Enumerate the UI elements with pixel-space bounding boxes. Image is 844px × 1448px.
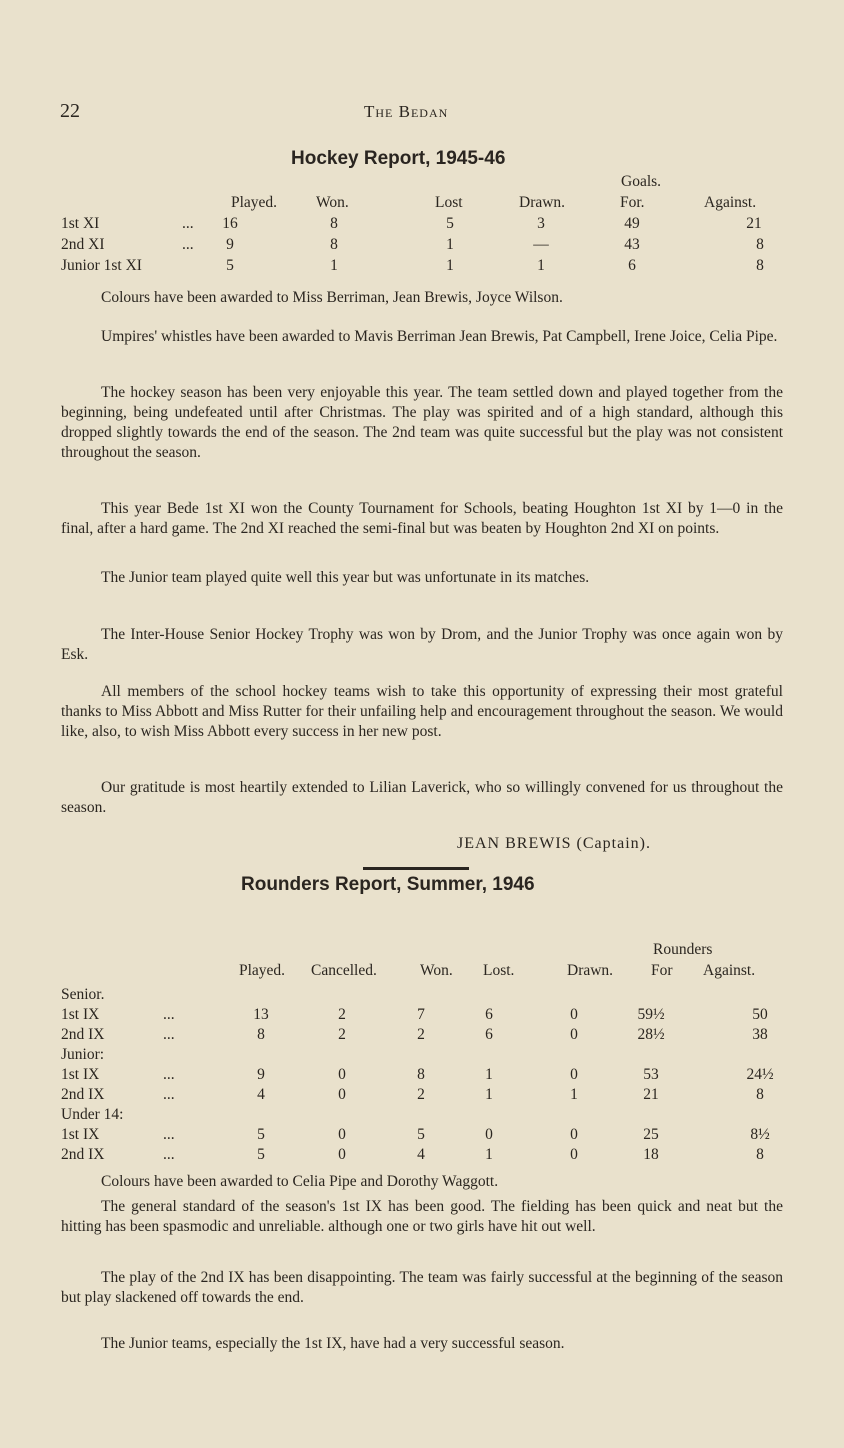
hockey-report-title: Hockey Report, 1945-46	[291, 148, 506, 169]
table-row-team: 1st IX	[61, 1006, 100, 1023]
hockey-played: 16	[222, 215, 238, 232]
rounders-against: 24½	[746, 1066, 774, 1083]
rounders-cancelled: 0	[338, 1066, 346, 1083]
hockey-goals-against: 21	[746, 215, 762, 232]
rounders-col-drawn: Drawn.	[567, 962, 614, 979]
hockey-goals-for: 49	[624, 215, 640, 232]
rounders-for: 59½	[637, 1006, 665, 1023]
hockey-won: 1	[330, 257, 338, 274]
rounders-for: 25	[643, 1126, 659, 1143]
rounders-played: 8	[257, 1026, 265, 1043]
hockey-lost: 1	[446, 236, 454, 253]
leader-dots: ...	[163, 1086, 175, 1103]
rounders-colours-paragraph: Colours have been awarded to Celia Pipe and Dorothy Waggott.	[101, 1173, 499, 1190]
table-row-team: 2nd IX	[61, 1146, 105, 1163]
hockey-lost: 1	[446, 257, 454, 274]
captain-signature: JEAN BREWIS (Captain).	[457, 835, 651, 852]
hockey-drawn: 1	[537, 257, 545, 274]
rounders-drawn: 0	[570, 1026, 578, 1043]
hockey-tournament-paragraph: This year Bede 1st XI won the County Tournament for Schools, beating Houghton 1st XI by 1—0 in the final, after a hard game. The 2nd XI reached the semi-final but was beaten by Houghton 2nd XI on points.	[61, 500, 783, 537]
running-title: The Bedan	[364, 102, 449, 121]
hockey-goals-for: 6	[628, 257, 636, 274]
rounders-group-label: Rounders	[653, 941, 713, 958]
leader-dots: ...	[182, 236, 194, 253]
rounders-col-played: Played.	[239, 962, 286, 979]
rounders-won: 8	[417, 1066, 425, 1083]
table-row-team: 1st IX	[61, 1126, 100, 1143]
group-label-senior: Senior.	[61, 986, 105, 1003]
rounders-col-against: Against.	[703, 962, 756, 979]
rounders-lost: 0	[485, 1126, 493, 1143]
rounders-lost: 1	[485, 1146, 493, 1163]
leader-dots: ...	[163, 1066, 175, 1083]
rounders-against: 50	[752, 1006, 768, 1023]
rounders-cancelled: 0	[338, 1126, 346, 1143]
rounders-won: 7	[417, 1006, 425, 1023]
rounders-cancelled: 2	[338, 1006, 346, 1023]
hockey-col-for: For.	[620, 194, 645, 211]
rounders-against: 8½	[750, 1126, 770, 1143]
rounders-won: 2	[417, 1086, 425, 1103]
rounders-col-for: For	[651, 962, 673, 979]
rounders-for: 28½	[637, 1026, 665, 1043]
hockey-lost: 5	[446, 215, 454, 232]
rounders-won: 4	[417, 1146, 425, 1163]
rounders-drawn: 0	[570, 1006, 578, 1023]
rounders-won: 5	[417, 1126, 425, 1143]
hockey-thanks-paragraph: All members of the school hockey teams wish to take this opportunity of expressing their most grateful thanks to Miss Abbott and Miss Rutter for their unfailing help and encouragement throughout the season. We would like, also, to wish Miss Abbott every success in her new post.	[61, 683, 783, 740]
rounders-report-title: Rounders Report, Summer, 1946	[241, 874, 535, 895]
hockey-season-paragraph: The hockey season has been very enjoyable this year. The team settled down and played together from the beginning, being undefeated until after Christmas. The play was spirited and of a high standard, although this dropped slightly towards the end of the season. The 2nd team was quite successful but the play was not consistent throughout the season.	[61, 384, 783, 461]
rounders-played: 5	[257, 1146, 265, 1163]
hockey-junior-paragraph: The Junior team played quite well this year but was unfortunate in its matches.	[101, 569, 590, 586]
hockey-goals-against: 8	[756, 236, 764, 253]
rounders-first-ix-paragraph: The general standard of the season's 1st IX has been good. The fielding has been quick and neat but the hitting has been spasmodic and unreliable. although one or two girls have hit out well.	[61, 1198, 783, 1235]
rounders-col-won: Won.	[420, 962, 453, 979]
rounders-played: 5	[257, 1126, 265, 1143]
rounders-cancelled: 2	[338, 1026, 346, 1043]
rounders-junior-paragraph: The Junior teams, especially the 1st IX, have had a very successful season.	[101, 1335, 565, 1352]
rounders-second-ix-paragraph: The play of the 2nd IX has been disappointing. The team was fairly successful at the beginning of the season but play slackened off towards the end.	[61, 1269, 783, 1306]
rounders-col-cancelled: Cancelled.	[311, 962, 377, 979]
rounders-lost: 1	[485, 1066, 493, 1083]
rounders-played: 4	[257, 1086, 265, 1103]
table-row-team: 1st XI	[61, 215, 100, 232]
hockey-won: 8	[330, 215, 338, 232]
table-row-team: 1st IX	[61, 1066, 100, 1083]
hockey-played: 5	[226, 257, 234, 274]
hockey-umpires-paragraph: Umpires' whistles have been awarded to Mavis Berriman Jean Brewis, Pat Campbell, Irene Joice, Celia Pipe.	[101, 328, 778, 345]
group-label-junior: Junior:	[61, 1046, 105, 1063]
hockey-colours-paragraph: Colours have been awarded to Miss Berriman, Jean Brewis, Joyce Wilson.	[101, 289, 563, 306]
hockey-gratitude-paragraph: Our gratitude is most heartily extended to Lilian Laverick, who so willingly convened for us throughout the season.	[61, 779, 783, 816]
hockey-won: 8	[330, 236, 338, 253]
hockey-col-drawn: Drawn.	[519, 194, 566, 211]
rounders-for: 18	[643, 1146, 659, 1163]
rounders-cancelled: 0	[338, 1086, 346, 1103]
leader-dots: ...	[163, 1006, 175, 1023]
section-divider	[363, 867, 469, 870]
leader-dots: ...	[163, 1146, 175, 1163]
hockey-drawn: —	[533, 236, 549, 253]
hockey-played: 9	[226, 236, 234, 253]
rounders-played: 13	[253, 1006, 269, 1023]
hockey-col-played: Played.	[231, 194, 278, 211]
rounders-drawn: 0	[570, 1066, 578, 1083]
table-row-team: 2nd IX	[61, 1086, 105, 1103]
rounders-for: 53	[643, 1066, 659, 1083]
hockey-col-lost: Lost	[435, 194, 463, 211]
rounders-drawn: 0	[570, 1126, 578, 1143]
rounders-cancelled: 0	[338, 1146, 346, 1163]
leader-dots: ...	[163, 1026, 175, 1043]
rounders-against: 8	[756, 1146, 764, 1163]
leader-dots: ...	[163, 1126, 175, 1143]
rounders-against: 8	[756, 1086, 764, 1103]
group-label-under-14: Under 14:	[61, 1106, 124, 1123]
rounders-against: 38	[752, 1026, 768, 1043]
hockey-trophy-paragraph: The Inter-House Senior Hockey Trophy was won by Drom, and the Junior Trophy was once again won by Esk.	[61, 626, 783, 663]
rounders-col-lost: Lost.	[483, 962, 515, 979]
rounders-lost: 1	[485, 1086, 493, 1103]
leader-dots: ...	[182, 215, 194, 232]
rounders-lost: 6	[485, 1026, 493, 1043]
page-number: 22	[60, 100, 80, 122]
hockey-col-won: Won.	[316, 194, 349, 211]
rounders-won: 2	[417, 1026, 425, 1043]
hockey-drawn: 3	[537, 215, 545, 232]
table-row-team: 2nd XI	[61, 236, 105, 253]
rounders-played: 9	[257, 1066, 265, 1083]
hockey-goals-for: 43	[624, 236, 640, 253]
rounders-drawn: 1	[570, 1086, 578, 1103]
hockey-col-against: Against.	[704, 194, 757, 211]
rounders-drawn: 0	[570, 1146, 578, 1163]
table-row-team: Junior 1st XI	[61, 257, 142, 274]
hockey-goals-against: 8	[756, 257, 764, 274]
rounders-for: 21	[643, 1086, 659, 1103]
rounders-lost: 6	[485, 1006, 493, 1023]
table-row-team: 2nd IX	[61, 1026, 105, 1043]
goals-group-label: Goals.	[621, 173, 662, 190]
